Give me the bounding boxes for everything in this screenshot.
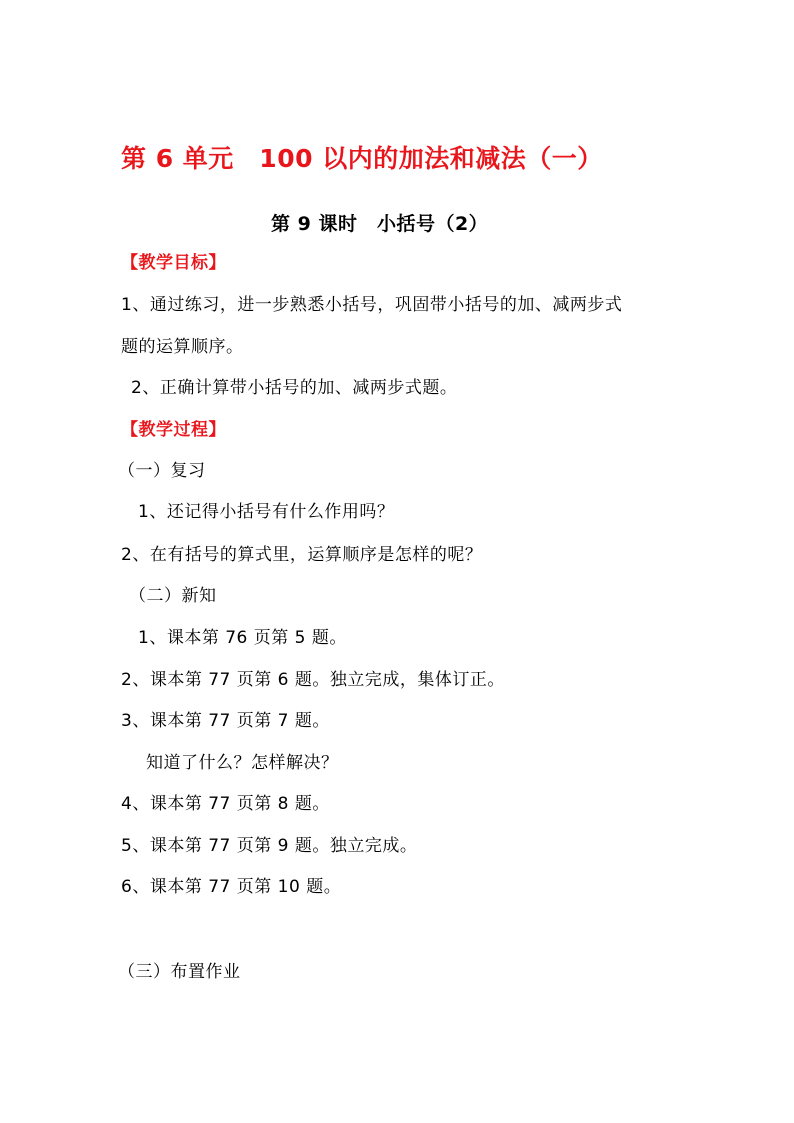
goal-2: 2、正确计算带小括号的加、减两步式题。 [131, 378, 458, 398]
new-item-3-question: 知道了什么？怎样解决？ [146, 753, 339, 773]
teaching-process-heading: 【教学过程】 [121, 420, 226, 440]
new-knowledge-heading: （二）新知 [129, 586, 217, 606]
review-item-1: 1、还记得小括号有什么作用吗？ [138, 502, 395, 522]
review-heading: （一）复习 [118, 461, 206, 481]
review-item-2: 2、在有括号的算式里，运算顺序是怎样的呢？ [121, 545, 483, 565]
goal-1-line-2: 题的运算顺序。 [121, 337, 244, 357]
new-item-5: 5、课本第 77 页第 9 题。独立完成。 [121, 836, 418, 856]
goal-1-line-1: 1、通过练习，进一步熟悉小括号，巩固带小括号的加、减两步式 [121, 295, 623, 315]
new-item-3: 3、课本第 77 页第 7 题。 [121, 711, 330, 731]
new-item-2: 2、课本第 77 页第 6 题。独立完成，集体订正。 [121, 670, 505, 690]
new-item-6: 6、课本第 77 页第 10 题。 [121, 877, 342, 897]
lesson-subtitle: 第 9 课时 小括号（2） [271, 213, 489, 235]
new-item-4: 4、课本第 77 页第 8 题。 [121, 794, 330, 814]
homework-heading: （三）布置作业 [118, 962, 241, 982]
teaching-goals-heading: 【教学目标】 [121, 253, 226, 273]
new-item-1: 1、课本第 76 页第 5 题。 [138, 628, 347, 648]
unit-title: 第 6 单元 100 以内的加法和减法（一） [121, 144, 603, 173]
